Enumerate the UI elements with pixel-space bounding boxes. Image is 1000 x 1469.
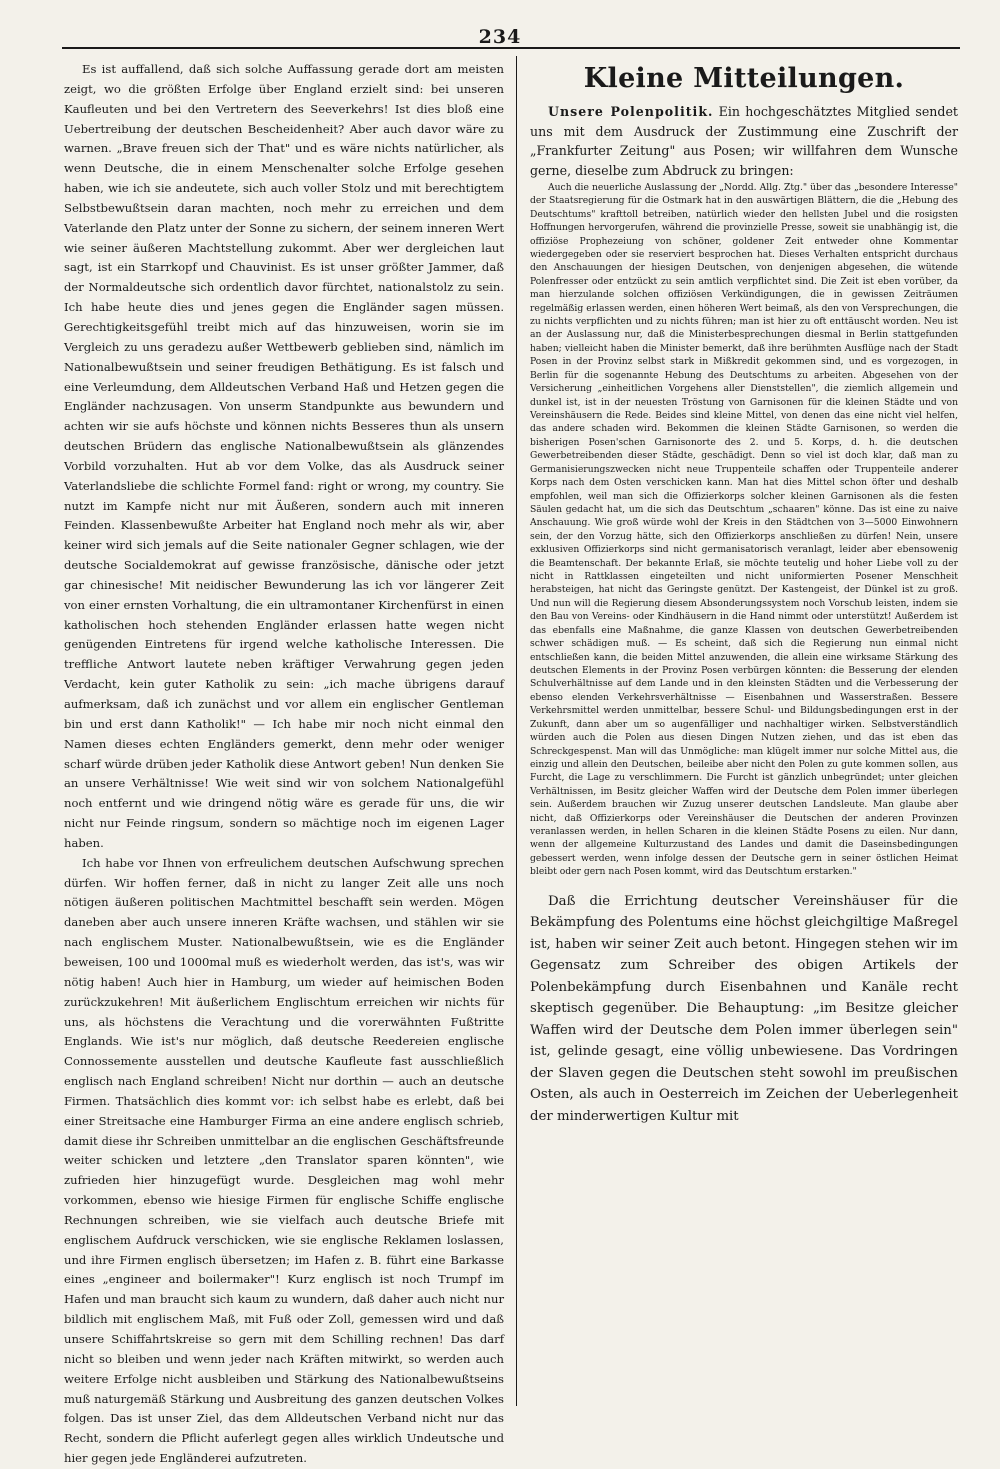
editorial-comment: Daß die Errichtung deutscher Vereinshäuser für die Bekämpfung des Polentums eine höchst gleichgiltige Maßregel ist, haben wir seiner Zeit auch betont. Hingegen stehen wir im Gegensatz zum Schreiber des obigen Artikels der Polenbekämpfung durch Eisenbahnen und Kanäle recht skeptisch gegenüber. Die Behauptung: „im Besitze gleicher Waffen wird der Deutsche dem Polen immer überlegen sein" ist, gelinde gesagt, eine völlig unbewiesene. Das Vordringen der Slaven gegen die Deutschen steht sowohl im preußischen Osten, als auch in Oesterreich im Zeichen der Ueberlegenheit der minderwertigen Kultur mit: [530, 893, 958, 1124]
page-number: 234: [478, 26, 522, 48]
quoted-letter: Auch die neuerliche Auslassung der „Nordd. Allg. Ztg." über das „besondere Interesse" der Staatsregierung für die Ostmark hat in den auswärtigen Blättern, die die „Hebung des Deutschtums" krafttoll betreiben, natürlich wieder den hellsten Jubel und die rosigsten Hoffnungen hervorgerufen, während die provinzielle Presse, soweit sie unabhängig ist, die offiziöse Prophezeiung von schöner, goldener Zeit entweder ohne Kommentar wiedergegeben oder sie reserviert besprochen hat. Dieses Verhalten entspricht durchaus den Anschauungen der hiesigen Deutschen, von denjenigen abgesehen, die wütende Polenfresser oder entzückt zu sein amtlich verpflichtet sind. Die Zeit ist eben vorüber, da man hierzulande solchen offiziösen Verkündigungen, die in gewissen Zeiträumen regelmäßig erlassen werden, einen höheren Wert beimaß, als den von Versprechungen, die zu nichts verpflichten und zu nichts führen; man ist hier zu oft enttäuscht worden. Neu ist an der Auslassung nur, daß die Ministerbesprechungen diesmal in Berlin stattgefunden haben; vielleicht haben die Minister bemerkt, daß ihre berühmten Ausflüge nach der Stadt Posen in der Provinz selbst stark in Mißkredit gekommen sind, und es vorgezogen, in Berlin für die sogenannte Hebung des Deutschtums zu arbeiten. Abgesehen von der Versicherung „einheitlichen Vorgehens aller Dienststellen", die ziemlich allgemein und dunkel ist, ist in der neuesten Tröstung von Garnisonen für die kleinen Städte und von Vereinshäusern die Rede. Beides sind kleine Mittel, von denen das eine nicht viel helfen, das andere schaden wird. Bekommen die kleinen Städte Garnisonen, so werden die bisherigen Posen'schen Garnisonorte des 2. und 5. Korps, d. h. die deutschen Gewerbetreibenden dieser Städte, geschädigt. Denn so viel ist doch klar, daß man zu Germanisierungszwecken nicht neue Truppenteile schaffen oder Truppenteile anderer Korps nach dem Osten verschicken kann. Man hat dies Mittel schon öfter und deshalb empfohlen, weil man sich die Offizierkorps solcher kleinen Garnisonen als die festen Säulen gedacht hat, um die sich das Deutschtum „schaaren" könne. Das ist eine zu naive Anschauung. Wie groß würde wohl der Kreis in den Städtchen von 3—5000 Einwohnern sein, der den Vorzug hätte, sich den Offizierkorps anschließen zu dürfen! Nein, unsere exklusiven Offizierkorps sind nicht germanisatorisch veranlagt, leider aber ebensowenig die Beamtenschaft. Der bekannte Erlaß, sie möchte teutelig und hoher Liebe voll zu der nicht in Rattklassen eingeteilten und nicht uniformierten Posener Menschheit herabsteigen, hat nicht das Geringste genützt. Der Kastengeist, der Dünkel ist zu groß. Und nun will die Regierung diesem Absonderungssystem noch Vorschub leisten, indem sie den Bau von Vereins- oder Kindhäusern in die Hand nimmt oder unterstützt! Außerdem ist das ebenfalls eine Maßnahme, die ganze Klassen von deutschen Gewerbetreibenden schwer schädigen muß. — Es scheint, daß sich die Regierung nun einmal nicht entschließen kann, die beiden Mittel anzuwenden, die allein eine wirksame Stärkung des deutschen Elements in der Provinz Posen verbürgen könnten: die Besserung der elenden Schulverhältnisse auf dem Lande und in den kleinsten Städten und die Verbesserung der ebenso elenden Verkehrsverhältnisse — Eisenbahnen und Wasserstraßen. Bessere Verkehrsmittel werden unmittelbar, bessere Schul- und Bildungsbedingungen erst in der Zukunft, dann aber um so augenfälliger und nachhaltiger wirken. Selbstverständlich würden auch die Polen aus diesen Dingen Nutzen ziehen, und das ist eben das Schreckgespenst. Man will das Unmögliche: man klügelt immer nur solche Mittel aus, die einzig und allein den Deutschen, beileibe aber nicht den Polen zu gute kommen sollen, aus Furcht, die Lage zu verschlimmern. Die Furcht ist gänzlich unbegründet; unter gleichen Verhältnissen, im Besitz gleicher Waffen wird der Deutsche dem Polen immer überlegen sein. Außerdem brauchen wir Zuzug unserer deutschen Landsleute. Man glaube aber nicht, daß Offizierkorps oder Vereinshäuser die Deutschen der anderen Provinzen veranlassen werden, in hellen Scharen in die kleinen Städte Posens zu eilen. Nur dann, wenn der allgemeine Kulturzustand des Landes und damit die Daseinsbedingungen gebessert werden, wenn infolge dessen der Deutsche gern in seiner östlichen Heimat bleibt oder gern nach Posen kommt, wird das Deutschtum erstarken.": [530, 181, 958, 878]
left-column: [64, 60, 504, 1466]
right-column: [530, 60, 958, 1406]
news-heading: Unsere Polenpolitik.: [548, 104, 714, 119]
news-intro: [530, 102, 958, 181]
header-rule: [62, 47, 960, 49]
column-divider: [516, 56, 517, 1406]
left-paragraph-2: Ich habe vor Ihnen von erfreulichem deutschen Aufschwung sprechen dürfen. Wir hoffen ferner, daß in nicht zu langer Zeit alle uns noch nötigen äußeren politischen Machtmittel beschafft sein werden. Mögen daneben aber auch unsere inneren Kräfte wachsen, und stählen wir sie nach englischem Muster. Nationalbewußtsein, wie es die Engländer beweisen, 100 und 1000mal muß es wiederholt werden, das ist's, was wir nötig haben! Auch hier in Hamburg, um wieder auf heimischen Boden zurückzukehren! Mit äußerlichem Englischtum erreichen wir nichts für uns, als höchstens die Verachtung und die vorerwähnten Fußtritte Englands. Wie ist's nur möglich, daß deutsche Reedereien englische Connossemente ausstellen und deutsche Kaufleute fast ausschließlich englisch nach England schreiben! Nicht nur dorthin — auch an deutsche Firmen. Thatsächlich dies kommt vor: ich selbst habe es erlebt, daß bei einer Streitsache eine Hamburger Firma an eine andere englisch schrieb, damit diese ihr Schreiben unmittelbar an die englischen Geschäftsfreunde weiter schicken und letztere „den Translator sparen könnten", wie zufrieden hier hinzugefügt wurde. Desgleichen mag wohl mehr vorkommen, ebenso wie hiesige Firmen für englische Schiffe englische Rechnungen schreiben, wie sie vielfach auch deutsche Briefe mit englischem Aufdruck verschicken, wie sie englische Reklamen loslassen, und ihre Firmen englisch übersetzen; im Hafen z. B. führt eine Barkasse eines „engineer and boilermaker"! Kurz englisch ist noch Trumpf im Hafen und man braucht sich kaum zu wundern, daß daher auch nicht nur bildlich mit englischem Maß, mit Fuß oder Zoll, gemessen wird und daß unsere Schiffahrtskreise so gern mit dem Schilling rechnen! Das darf nicht so bleiben und wenn jeder nach Kräften mitwirkt, so werden auch weitere Erfolge nicht ausbleiben und Stärkung des Nationalbewußtseins muß naturgemäß Stärkung und Ausbreitung des ganzen deutschen Volkes folgen. Das ist unser Ziel, das dem Alldeutschen Verband nicht nur das Recht, sondern die Pflicht auferlegt gegen alles wirklich Undeutsche und hier gegen jede Engländerei aufzutreten.: [64, 855, 504, 1466]
section-title: Kleine Mitteilungen.: [583, 63, 905, 94]
news-intro-text: Ein hochgeschätztes Mitglied sendet uns mit dem Ausdruck der Zustimmung eine Zuschrift der „Frankfurter Zeitung" aus Posen; wir willfahren dem Wunsche gerne, dieselbe zum Abdruck zu bringen:: [530, 104, 958, 179]
left-paragraph-1: Es ist auffallend, daß sich solche Auffassung gerade dort am meisten zeigt, wo die größten Erfolge über England erzielt sind: bei unseren Kaufleuten und bei den Vertretern des Seeverkehrs! Ist dies bloß eine Uebertreibung der deutschen Bescheidenheit? Aber auch davor wäre zu warnen. „Brave freuen sich der That" und es wäre nichts natürlicher, als wenn Deutsche, die in einem Menschenalter solche Erfolge gesehen haben, wie ich sie andeutete, sich auch voller Stolz und mit berechtigtem Selbstbewußtsein daran machten, noch mehr zu erreichen und dem Vaterlande den Platz unter der Sonne zu sichern, der seinem inneren Wert wie seiner äußeren Machtstellung zukommt. Aber wer dergleichen laut sagt, ist ein Starrkopf und Chauvinist. Es ist unser größter Jammer, daß der Normaldeutsche sich ordentlich davor fürchtet, nationalstolz zu sein. Ich habe heute dies und jenes gegen die Engländer sagen müssen. Gerechtigkeitsgefühl treibt mich auf das hinzuweisen, worin sie im Vergleich zu uns geradezu außer Wettbewerb geblieben sind, nämlich im Nationalbewußtsein und seiner freudigen Bethätigung. Es ist falsch und eine Verleumdung, dem Alldeutschen Verband Haß und Hetzen gegen die Engländer nachzusagen. Von unserm Standpunkte aus bewundern und achten wir sie aufs höchste und können nichts Besseres thun als unsern deutschen Brüdern das englische Nationalbewußtsein als glänzendes Vorbild vorzuhalten. Hut ab vor dem Volke, das als Ausdruck seiner Vaterlandsliebe die schlichte Formel fand: right or wrong, my country. Sie nutzt im Kampfe nicht nur mit Äußeren, sondern auch mit inneren Feinden. Klassenbewußte Arbeiter hat England noch mehr als wir, aber keiner wird sich jemals auf die Seite nationaler Gegner schlagen, wie der deutsche Socialdemokrat auf gewisse französische, dänische oder jetzt gar chinesische! Mit neidischer Bewunderung las ich vor längerer Zeit von einer ernsten Vorhaltung, die ein ultramontaner Kirchenfürst in einen katholischen hoch stehenden Engländer erlassen hatte wegen nicht genügenden Eintretens für irgend welche katholische Interessen. Die treffliche Antwort lautete neben kräftiger Verwahrung gegen jeden Verdacht, kein guter Katholik zu sein: „ich mache übrigens darauf aufmerksam, daß ich zunächst und vor allem ein englischer Gentleman bin und erst dann Katholik!" — Ich habe mir noch nicht einmal den Namen dieses echten Engländers gemerkt, denn mehr oder weniger scharf würde drüben jeder Katholik diese Antwort geben! Nun denken Sie an unsere Verhältnisse! Wie weit sind wir von solchem Nationalgefühl noch entfernt und wie dringend nötig wäre es gerade für uns, die wir nicht nur Feinde ringsum, sondern so mächtige noch im eigenen Lager haben.: [64, 62, 504, 850]
